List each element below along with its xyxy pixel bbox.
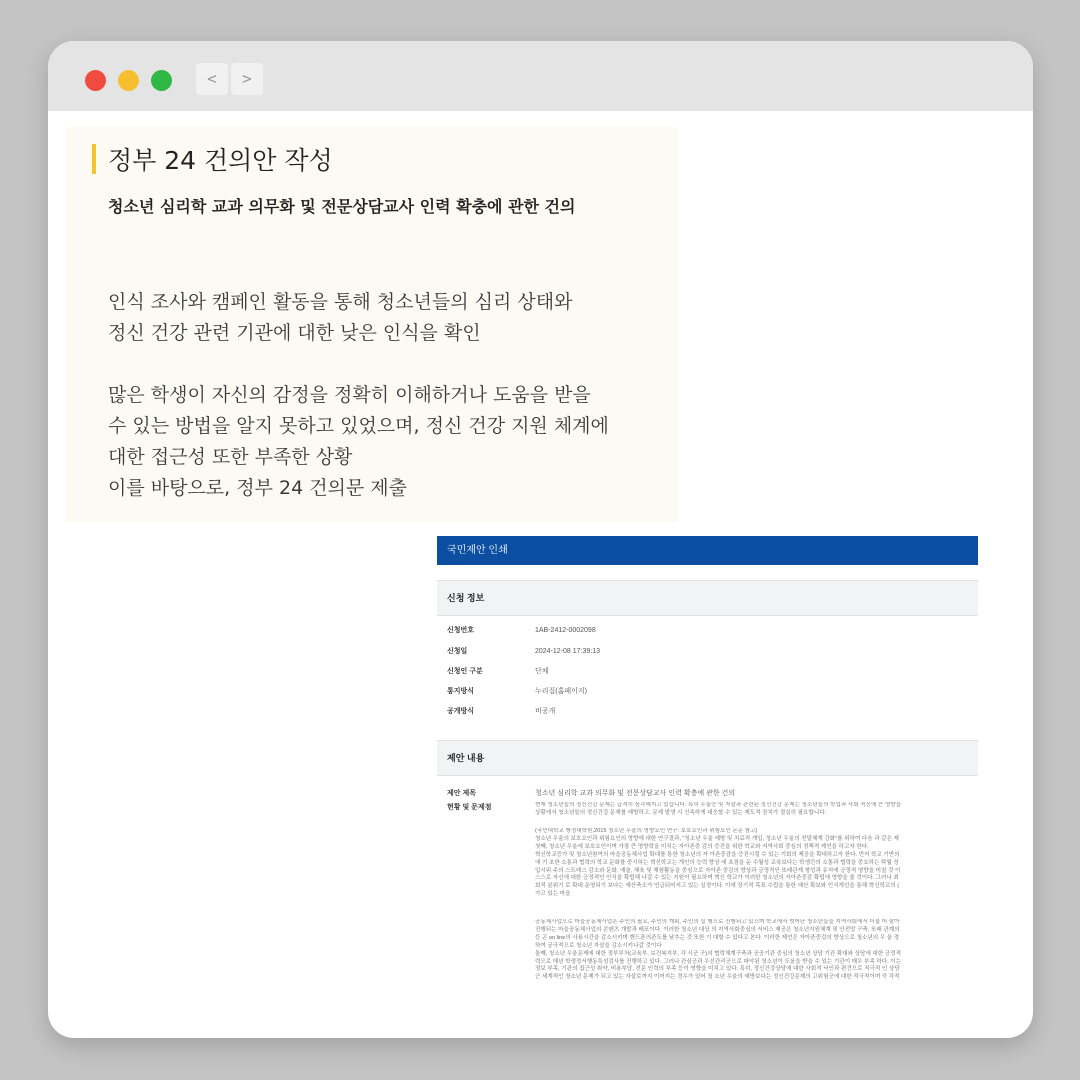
maximize-window-button[interactable] xyxy=(151,70,172,91)
chevron-left-icon: < xyxy=(207,69,217,88)
status-label-row xyxy=(447,802,535,812)
forward-button[interactable] xyxy=(231,63,263,95)
note-line: 수 있는 방법을 알지 못하고 있었으며, 정신 건강 지원 체계에 xyxy=(108,415,609,437)
info-row xyxy=(447,646,600,660)
body-line: 정보 부족, 기관의 접근성 취약, 비용부담, 전문 인력의 부족 등이 영향을 미치고 있다. 특히, 정신건강상담에 대한 사회적 낙인과 편견으로 적극적 인 상담 xyxy=(535,966,900,973)
info-row xyxy=(447,666,549,680)
proposal-title-value: 청소년 심리학 교과 의무화 및 전문상담교사 인력 확충에 관한 건의 xyxy=(535,790,736,797)
note-line: 정신 건강 관련 기관에 대한 낮은 인식을 확인 xyxy=(108,322,481,344)
body-line: 력으로 매년 학생정서행동특성검사를 진행하고 있다. 그러나 관심군과 우선관리군으로 파악된 청소년이 도움을 받을 수 있는 기관이 매우 부족 하다. 이는 xyxy=(535,958,902,965)
proposal-body-3 xyxy=(535,919,978,982)
info-row xyxy=(447,706,555,720)
doc-section-application-info: 신청 정보 xyxy=(437,580,978,616)
doc-section-proposal-content: 제안 내용 xyxy=(437,740,978,776)
title-bar xyxy=(48,41,1033,111)
info-label: 신청일 xyxy=(447,648,468,655)
body-line: 에 기 초한 소통과 협력의 학교 문화를 중시하는 혁신학교는 개인의 능력 향상 에 초점을 둔 수월성 교육보다는 학생간의 소통과 협력을 중요하는 탁월 성 xyxy=(535,859,899,866)
proposal-body-2 xyxy=(535,828,978,899)
note-line: 인식 조사와 캠페인 활동을 통해 청소년들의 심리 상태와 xyxy=(108,291,573,313)
body-line: 가고 있는 마을 xyxy=(535,891,571,898)
body-line: (국민대학교 행정대학원,2015 청소년 우울의 영향요인 연구: 보호요인과 위험요인 논문 참고) xyxy=(535,828,758,834)
info-label: 신청번호 xyxy=(447,627,475,634)
info-label: 공개방식 xyxy=(447,708,475,715)
body-line: 입시위 주의 스트레스 감소와 문화, 예술, 체육 및 체험활동을 중심으로 자아존 중감의 향상과 긍정적인 또래관계 형성과 유지에 긍정적 영향을 미칠 것 이 xyxy=(535,867,901,874)
doc-header: 국민제안 인쇄 xyxy=(437,536,978,565)
proposal-title-label: 제안 제목 xyxy=(447,790,476,797)
body-line: 상황에서 청소년들의 정신건강 문제를 예방하고, 문제 발생 시 신속하게 대응할 수 있는 제도적 장치가 절실히 필요합니다. xyxy=(535,809,827,816)
minimize-window-button[interactable] xyxy=(118,70,139,91)
info-label: 통지방식 xyxy=(447,688,475,695)
info-value: 단체 xyxy=(535,668,549,675)
status-label: 현황 및 문제점 xyxy=(447,804,492,811)
body-line: 근 세계적인 청소년 문제가 되고 있는 자살로까지 이어지는 경우가 있어 청 소년 우울의 예방보다는 정신건강문제의 고위험군에 대한 적극적이며 즉 각적 xyxy=(535,974,900,981)
body-line: 하여 궁극적으로 청소년 자살을 감소시키나갈 것이다 xyxy=(535,942,662,949)
proposal-body-1 xyxy=(535,802,978,818)
info-row xyxy=(447,625,596,639)
close-window-button[interactable] xyxy=(85,70,106,91)
info-value: 누리집(홈페이지) xyxy=(535,688,587,695)
proposal-document-screenshot xyxy=(430,530,978,1016)
note-line: 이를 바탕으로, 정부 24 건의문 제출 xyxy=(108,477,408,499)
proposal-title-row xyxy=(447,788,735,798)
note-line: 많은 학생이 자신의 감정을 정확히 이해하거나 도움을 받을 xyxy=(108,384,591,406)
body-line: 공동체사업으로 마을공동체사업은 주민의 필요, 주민의 계획, 주민의 실 행으로 진행되고 있으며 학교에서 벗어난 청소년들을 지역사회에서 더불 어 살아 xyxy=(535,919,900,925)
info-value: 비공개 xyxy=(535,708,556,715)
body-line: 등 곤 on line의 사용시간을 감소시키며 핸드폰의존도를 낮추는 것 또한 기 대할 수 있다고 본다. 이러한 제언은 자아존중감의 향상으로 청소년의 우 울 경 xyxy=(535,934,900,941)
browser-window xyxy=(48,41,1033,1038)
body-line: 진행되는 마을공동체사업의 콘텐츠 개발과 배포이다. 이러한 청소년 대상 의 지역사회중심의 서비스 제공은 청소년지원체계 및 안전망 구축, 또래 관계의 xyxy=(535,926,900,933)
body-line: 회적 분위기 로 확대 운영되기 보다는 예산축소가 언급되어지고 있는 실정이다. 이에 장기적 목표 수립을 통한 예산 확보와 인식개선을 통해 혁신학교의 ( xyxy=(535,883,900,890)
accent-bar xyxy=(92,144,96,174)
info-label: 신청인 구분 xyxy=(447,668,483,675)
note-paragraph-2 xyxy=(108,380,668,504)
chevron-right-icon: > xyxy=(242,69,252,88)
body-line: 스스로 자신에 대한 긍정적인 인식을 확립해 나갈 수 있는 지원이 필요하며 혁신 학교가 이러한 청소년의 자아존중감 확립에 영향을 줄 것이다. 그러나 최 xyxy=(535,875,899,882)
body-line: 첫째, 청소년 우울에 보호요인이며 가장 큰 영향력을 미치는 자아존중 감의 증진을 위한 학교와 지역사회 중심의 정책적 제언을 하고자 한다. xyxy=(535,843,869,850)
body-line: 청소년 우울의 보호요인과 위험요인의 영향에 대한 연구결과, "청소년 우울 예방 및 치료적 개입, 청소년 우울의 전달체계 강화"를 위하여 다음 과 같은 제 xyxy=(535,835,899,842)
info-row xyxy=(447,686,587,700)
body-line: 둘째, 청소년 우울문제에 대한 정부부처(교육부, 보건복지부, 각 시군 구)의 협력체계구축과 공공기관 중심의 청소년 상담 기관 확대와 상담에 대한 긍정적 xyxy=(535,950,901,957)
note-subtitle: 청소년 심리학 교과 의무화 및 전문상담교사 인력 확충에 관한 건의 xyxy=(108,197,576,216)
info-value: 1AB-2412-0002098 xyxy=(535,627,596,634)
note-paragraph-1 xyxy=(108,287,668,349)
body-line: 혁신학교증가 및 청소년참여의 마을공동체사업 확대를 통한 청소년의 자 아존중감을 증진시킬 수 있는 기회의 제공을 확대하고자 한다. 먼저 학교 기반의 xyxy=(535,851,900,858)
info-value: 2024-12-08 17:39:13 xyxy=(535,648,600,655)
body-line: 현재 청소년들의 정신건강 문제는 급격히 심각해지고 있습니다. 특히 우울증 및 자살과 관련된 정신건강 문제는 청소년들의 학업과 사회 적응에 큰 영향을 xyxy=(535,802,902,808)
back-button[interactable] xyxy=(196,63,228,95)
note-card xyxy=(66,127,678,522)
note-line: 대한 접근성 또한 부족한 상황 xyxy=(108,446,353,468)
note-title: 정부 24 건의안 작성 xyxy=(108,146,333,175)
